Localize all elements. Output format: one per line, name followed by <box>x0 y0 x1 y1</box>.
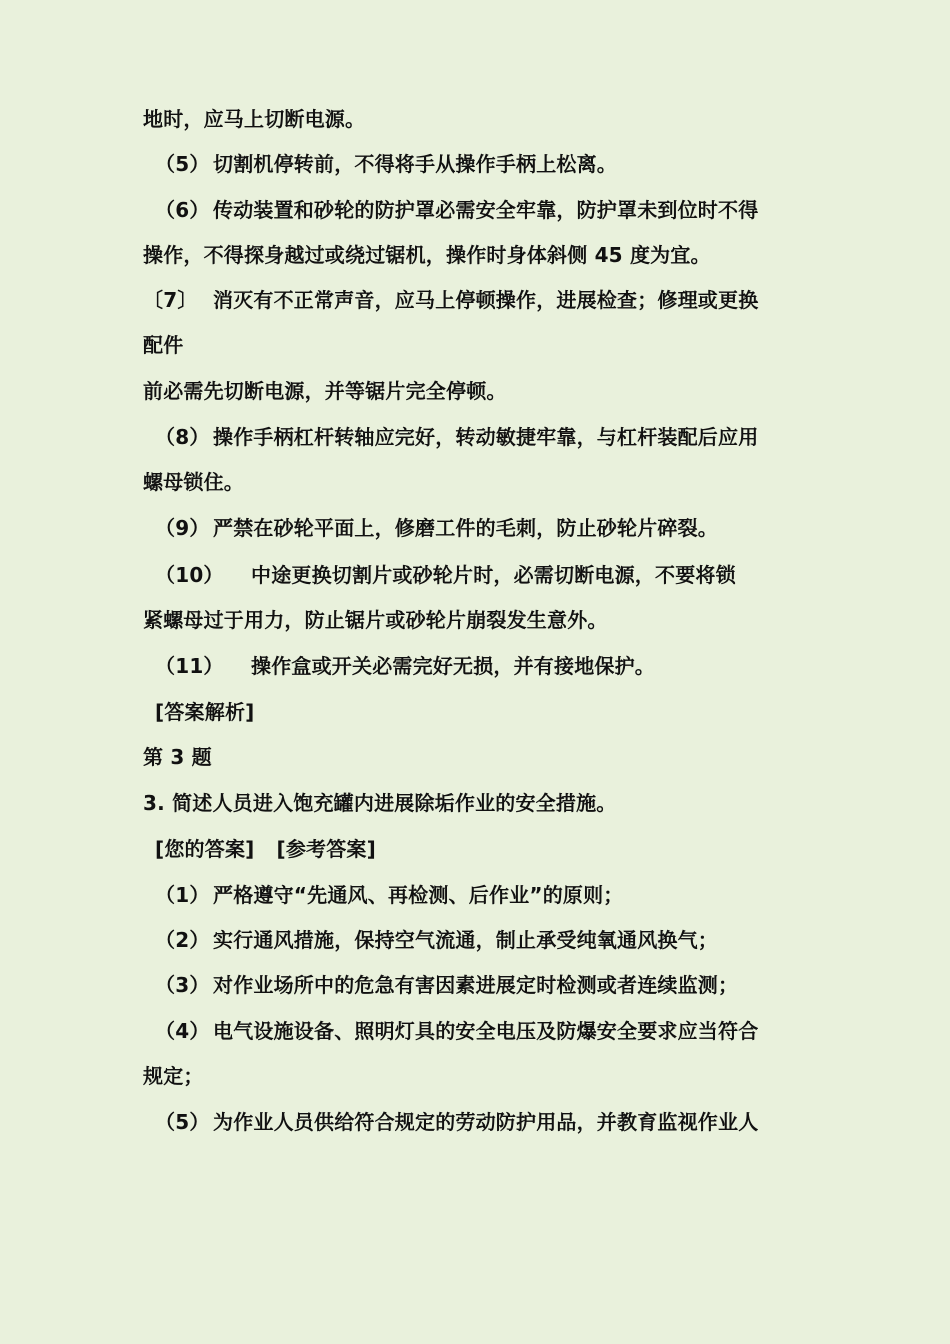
answer-analysis-label <box>143 699 254 725</box>
list-item <box>143 424 758 450</box>
item-text: 电气设施设备、照明灯具的安全电压及防爆安全要求应当符合 <box>213 1019 759 1043</box>
list-item <box>143 515 718 541</box>
list-item <box>143 151 617 177</box>
line-text: 配件 <box>143 333 184 357</box>
list-item <box>143 882 624 908</box>
text-line <box>143 607 608 633</box>
text-line <box>143 106 365 132</box>
item-text: 中途更换切割片或砂轮片时，必需切断电源，不要将锁 <box>251 563 736 587</box>
text-line <box>143 469 244 495</box>
item-text: 严禁在砂轮平面上，修磨工件的毛刺，防止砂轮片碎裂。 <box>213 516 718 540</box>
list-item <box>143 287 758 313</box>
reference-answer-label: [参考答案] <box>276 837 376 861</box>
text-line <box>143 332 183 358</box>
item-text: 为作业人员供给符合规定的劳动防护用品，并教育监视作业人 <box>213 1110 759 1134</box>
text-line <box>143 378 507 404</box>
list-item <box>143 1109 758 1135</box>
text-line <box>143 1063 204 1089</box>
item-number: （1） <box>155 883 210 907</box>
item-number: （11） <box>155 654 224 678</box>
line-text: 螺母锁住。 <box>143 470 244 494</box>
item-number: （5） <box>155 1110 210 1134</box>
text-line <box>143 242 711 268</box>
item-number: （8） <box>155 425 210 449</box>
line-text: 规定； <box>143 1064 204 1088</box>
list-item <box>143 653 655 679</box>
your-answer-label: [您的答案] <box>155 837 255 861</box>
list-item <box>143 562 736 588</box>
line-text: 3. 简述人员进入饱充罐内进展除垢作业的安全措施。 <box>143 791 617 815</box>
item-text: 实行通风措施，保持空气流通，制止承受纯氧通风换气； <box>213 928 718 952</box>
line-text: 操作，不得探身越过或绕过锯机，操作时身体斜侧 45 度为宜。 <box>143 243 711 267</box>
list-item <box>143 972 738 998</box>
line-text: 地时，应马上切断电源。 <box>143 107 366 131</box>
line-text: 紧螺母过于用力，防止锯片或砂轮片崩裂发生意外。 <box>143 608 608 632</box>
line-text: [答案解析] <box>155 700 255 724</box>
item-number: （10） <box>155 563 224 587</box>
item-number: （5） <box>155 152 210 176</box>
item-number: （9） <box>155 516 210 540</box>
answer-labels <box>143 836 376 862</box>
item-text: 对作业场所中的危急有害因素进展定时检测或者连续监测； <box>213 973 739 997</box>
list-item <box>143 197 758 223</box>
item-number: （3） <box>155 973 210 997</box>
item-text: 严格遵守“先通风、再检测、后作业”的原则； <box>213 883 624 907</box>
item-number: 〔7〕 <box>143 288 198 312</box>
question-heading <box>143 744 212 770</box>
item-text: 切割机停转前，不得将手从操作手柄上松离。 <box>213 152 617 176</box>
question-text <box>143 790 616 816</box>
item-text: 消灭有不正常声音，应马上停顿操作，进展检查；修理或更换 <box>213 288 759 312</box>
list-item <box>143 927 718 953</box>
item-number: （2） <box>155 928 210 952</box>
item-text: 操作手柄杠杆转轴应完好，转动敏捷牢靠，与杠杆装配后应用 <box>213 425 759 449</box>
item-text: 传动装置和砂轮的防护罩必需安全牢靠，防护罩未到位时不得 <box>213 198 759 222</box>
list-item <box>143 1018 758 1044</box>
line-text: 第 3 题 <box>143 745 212 769</box>
item-number: （6） <box>155 198 210 222</box>
item-text: 操作盒或开关必需完好无损，并有接地保护。 <box>251 654 655 678</box>
item-number: （4） <box>155 1019 210 1043</box>
line-text: 前必需先切断电源，并等锯片完全停顿。 <box>143 379 507 403</box>
